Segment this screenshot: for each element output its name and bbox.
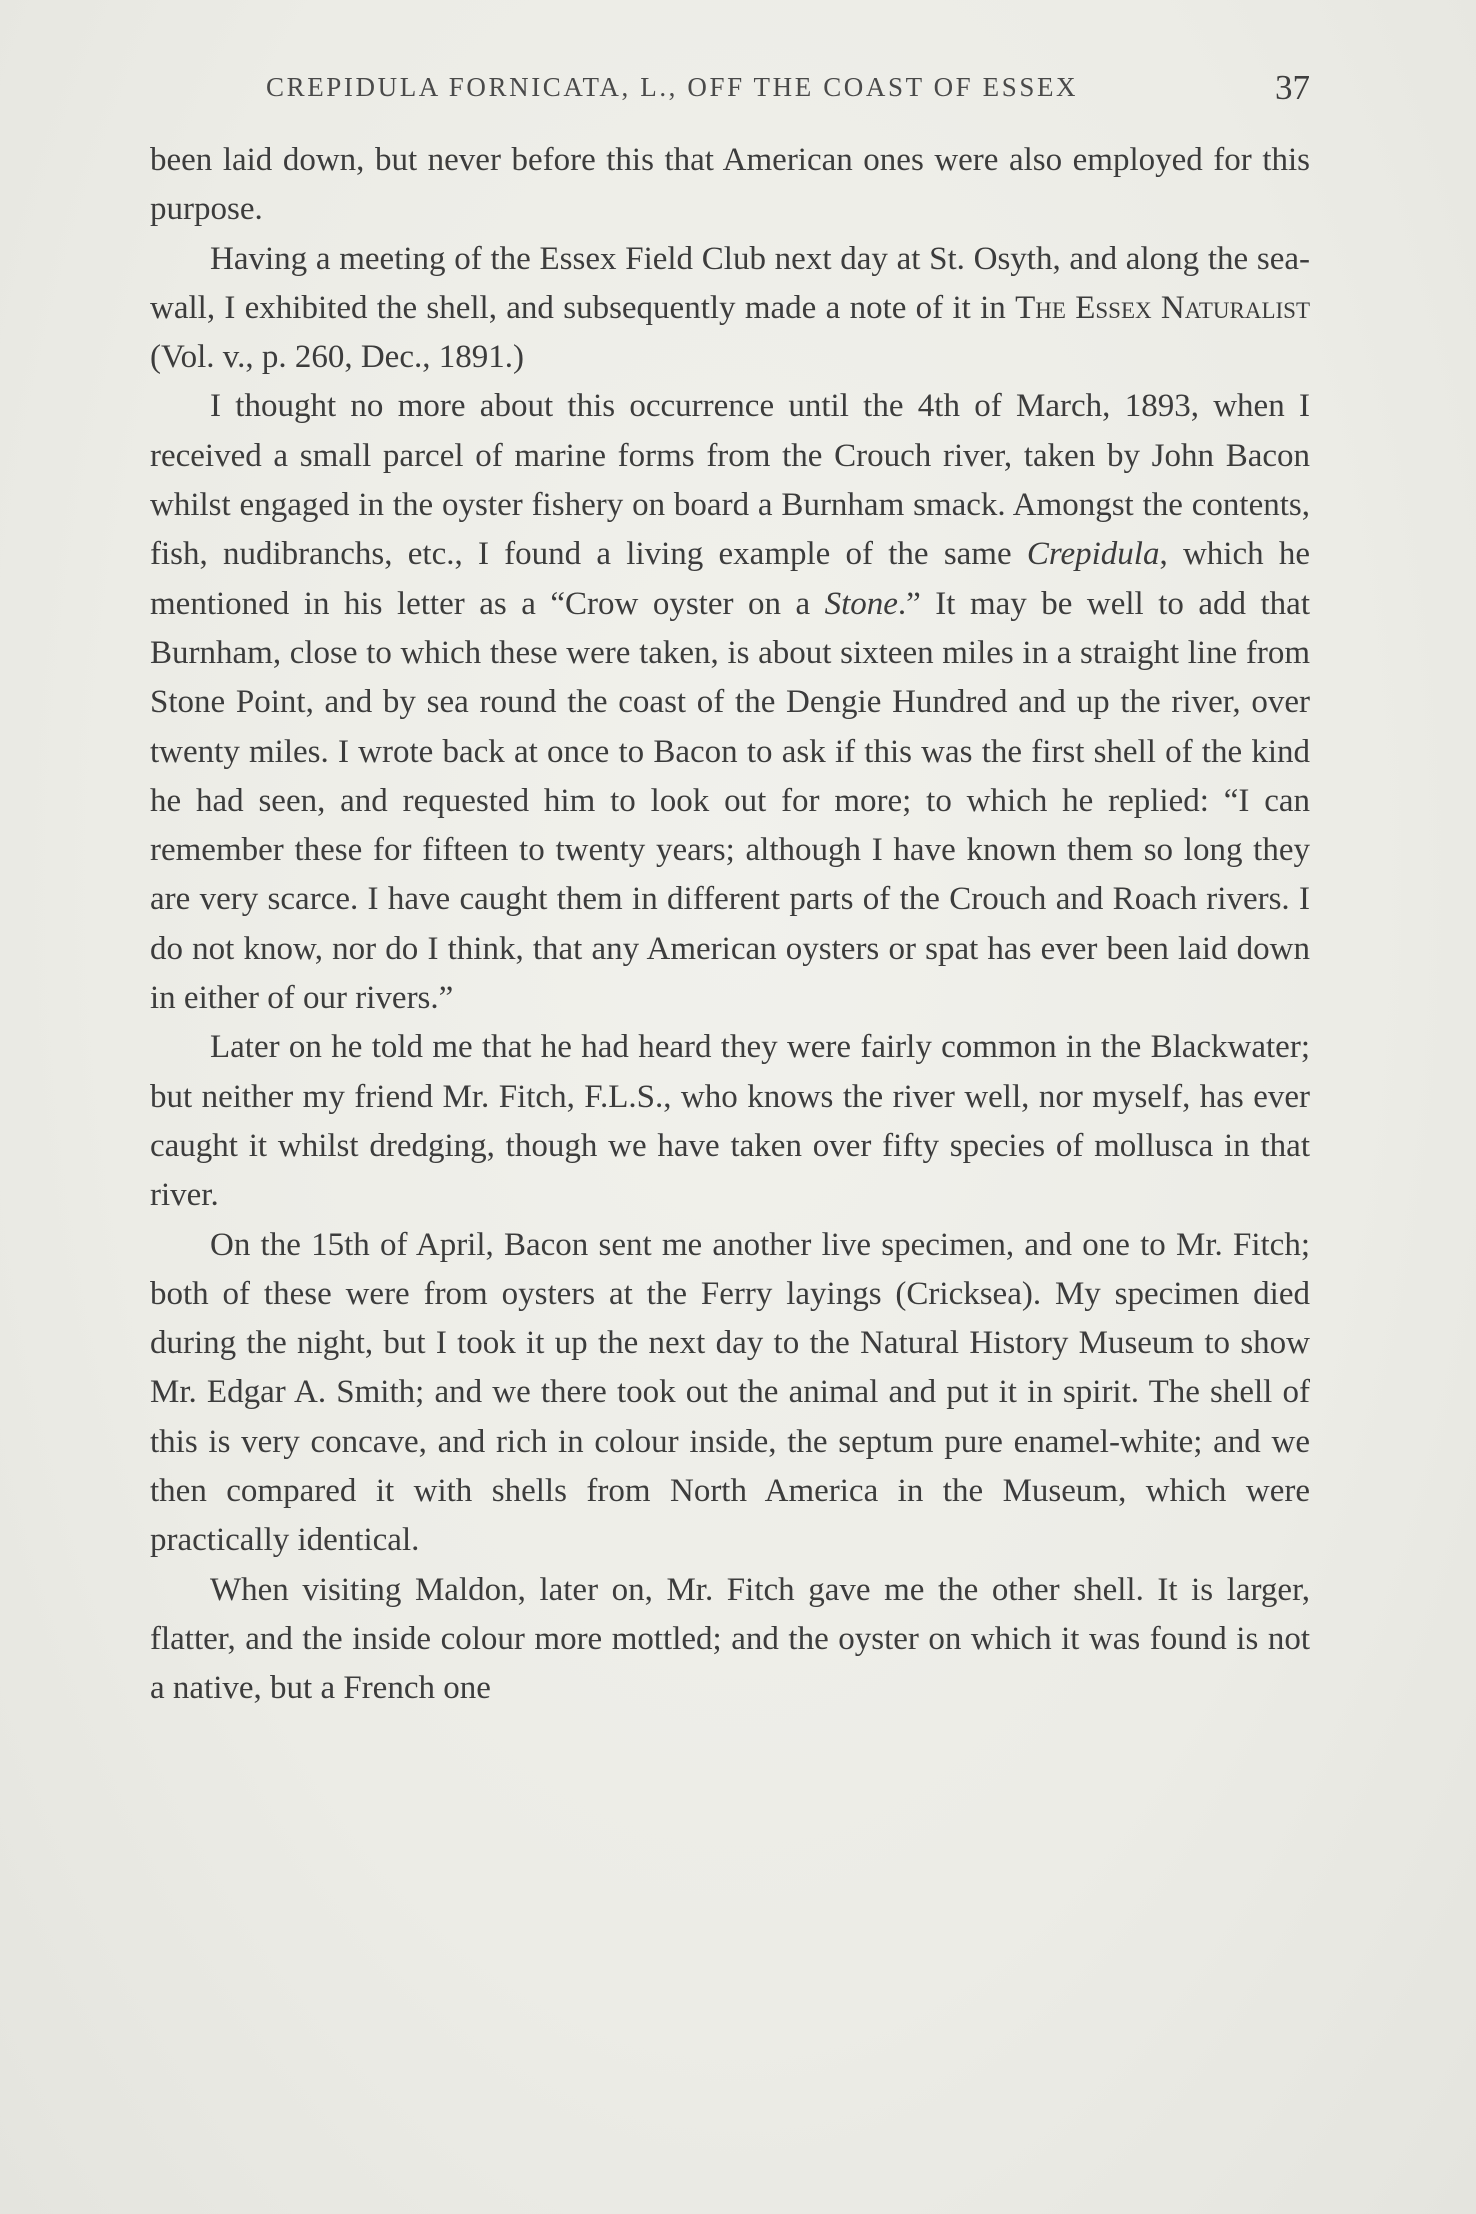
paragraph-3-part-c: .” It may be well to add that Burnham, close to which these were taken, is about sixteen miles in a straight line from Stone Point, and by sea round the coast of the Dengie Hundred and up the river, over twenty miles. I wrote back at once to Bacon to ask if this was the first shell of the kind he had seen, and requested him to look out for more; to which he replied: “I can remember these for fifteen to twenty years; although I have known them so long they are very scarce. I have caught them in different parts of the Crouch and Roach rivers. I do not know, nor do I think, that any American oysters or spat has ever been laid down in either of our rivers.” [150,585,1310,1017]
paragraph-3 [150,382,1310,1023]
journal-title: The Essex Naturalist [1015,289,1310,326]
page-number: 37 [1275,68,1310,107]
paragraph-5: On the 15th of April, Bacon sent me another live specimen, and one to Mr. Fitch; both of these were from oysters at the Ferry layings (Cricksea). My specimen died during the night, but I took it up the next day to the Natural History Museum to show Mr. Edgar A. Smith; and we there took out the animal and put it in spirit. The shell of this is very concave, and rich in colour inside, the septum pure enamel-white; and we then compared it with shells from North America in the Museum, which were practically identical. [150,1226,1310,1559]
paragraph-1: been laid down, but never before this that American ones were also employed for this purpose. [150,142,1310,228]
paragraph-3-part-a: I thought no more about this occurrence until the 4th of March, 1893, when I received a small parcel of marine forms from the Crouch river, taken by John Bacon whilst engaged in the oyster fishery on board a Burnham smack. Amongst the contents, fish, nudibranchs, etc., I found a living example of the same [150,388,1310,573]
genus-name: Crepidula [1026,536,1160,573]
body-text [150,136,1310,1714]
paragraph-4: Later on he told me that he had heard they were fairly common in the Blackwater; but neither my friend Mr. Fitch, F.L.S., who knows the river well, nor myself, has ever caught it whilst dredging, though we have taken over fifty species of mollusca in that river. [150,1029,1310,1214]
page-header [150,66,1310,116]
paragraph-3-part-b: , which he mentioned in his letter as a “Crow oyster on a [150,536,1310,622]
stone-word: Stone [824,585,898,622]
running-head: CREPIDULA FORNICATA, L., OFF THE COAST OF ESSEX [266,72,1079,102]
paragraph-2 [150,235,1310,383]
paragraph-6: When visiting Maldon, later on, Mr. Fitch gave me the other shell. It is larger, flatter, and the inside colour more mottled; and the oyster on which it was found is not a native, but a French one [150,1571,1310,1707]
paragraph-2-part-a: Having a meeting of the Essex Field Club next day at St. Osyth, and along the sea-wall, I exhibited the shell, and subsequently made a note of it in [150,240,1310,326]
paragraph-2-part-b: (Vol. v., p. 260, Dec., 1891.) [150,339,524,376]
